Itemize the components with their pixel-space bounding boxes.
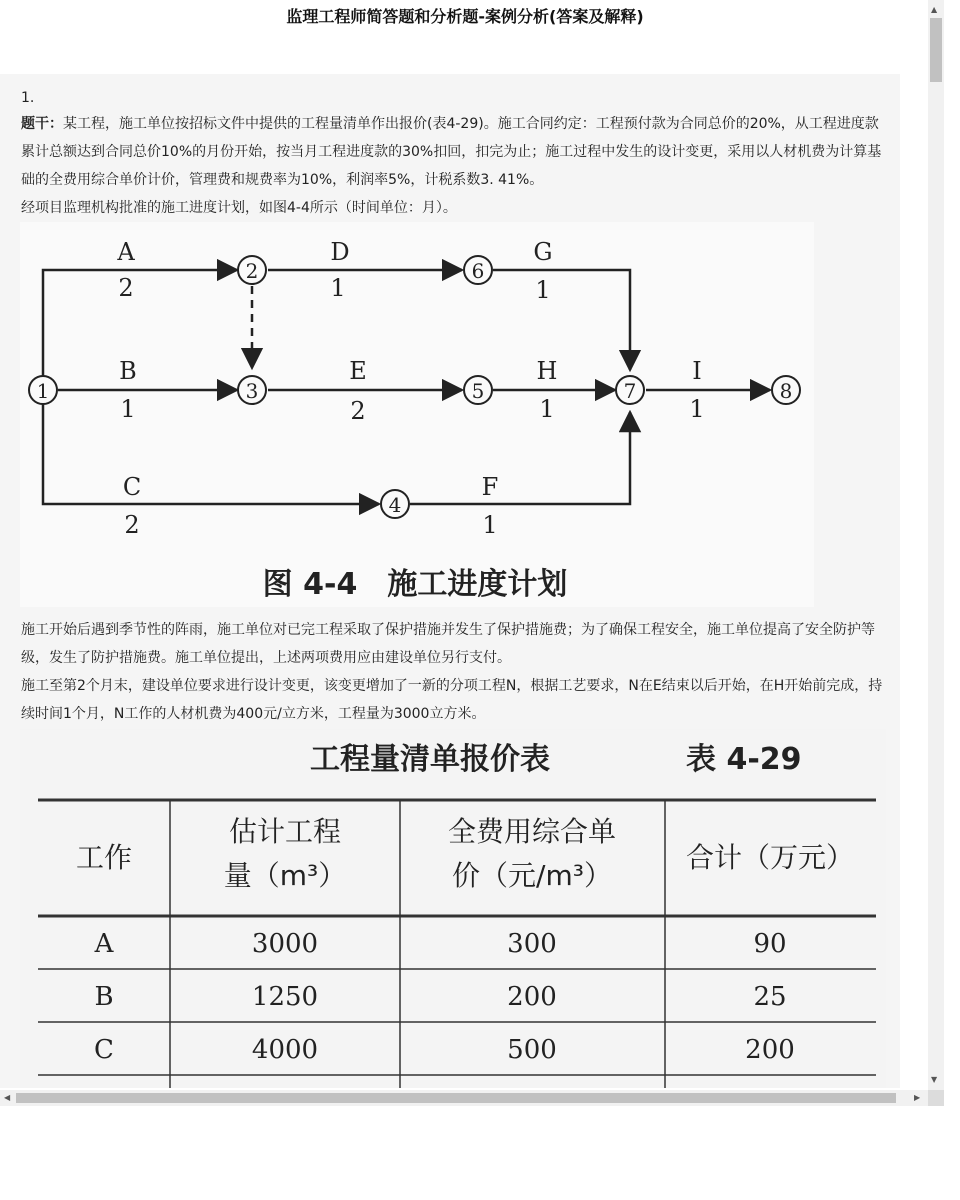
duration-F: 1	[482, 511, 498, 539]
label-H: H	[536, 357, 558, 385]
table-cell-r0-c2: 300	[507, 929, 557, 959]
question-content	[0, 74, 900, 1088]
label-C: C	[122, 473, 142, 501]
node-4	[381, 490, 409, 518]
table-title: 工程量清单报价表	[310, 742, 550, 777]
question-number: 1.	[21, 90, 35, 106]
figure-caption: 图 4-4 施工进度计划	[262, 567, 568, 602]
node-8	[772, 376, 800, 404]
node-5	[464, 376, 492, 404]
table-cell-r0-c0: A	[94, 929, 114, 959]
scrollbar-corner	[928, 1090, 944, 1106]
vertical-scroll-thumb[interactable]	[930, 18, 942, 82]
table-cell-r1-c2: 200	[507, 982, 557, 1012]
quote-table	[20, 729, 886, 1088]
table-number: 表 4-29	[686, 742, 802, 777]
node-1	[29, 376, 57, 404]
svg-text:3: 3	[245, 379, 259, 403]
table-cell-r1-c3: 25	[753, 982, 787, 1012]
network-svg	[20, 222, 814, 607]
duration-H: 1	[539, 395, 555, 423]
question-stem	[21, 110, 891, 222]
table-header-0-line-0: 工作	[75, 841, 133, 874]
svg-text:7: 7	[623, 379, 637, 403]
stem-text-2: 经项目监理机构批准的施工进度计划，如图4-4所示（时间单位：月）。	[21, 200, 457, 216]
table-cell-r0-c3: 90	[753, 929, 787, 959]
label-A: A	[117, 238, 135, 266]
label-D: D	[330, 238, 350, 266]
table-header-2-line-0: 全费用综合单	[447, 815, 617, 848]
label-F: F	[481, 473, 499, 501]
node-6	[464, 256, 492, 284]
paragraph-2: 施工开始后遇到季节性的阵雨，施工单位对已完工程采取了保护措施并发生了保护措施费；为了确保工程安全，施工单位提高了安全防护等级，发生了防护措施费。施工单位提出，上述两项费用应由建设单位另行支付。	[21, 622, 875, 666]
svg-text:1: 1	[36, 379, 50, 403]
svg-text:6: 6	[471, 259, 485, 283]
scroll-right-icon[interactable]: ▶	[914, 1093, 921, 1102]
scroll-up-icon[interactable]: ▲	[931, 5, 938, 14]
duration-C: 2	[124, 511, 140, 539]
node-2	[238, 256, 266, 284]
table-header-1-line-1: 量（m³）	[223, 859, 347, 892]
duration-D: 1	[330, 274, 346, 302]
label-G: G	[533, 238, 553, 266]
scroll-down-icon[interactable]: ▼	[931, 1075, 938, 1084]
duration-A: 2	[118, 274, 134, 302]
arrow-C	[43, 404, 379, 504]
svg-text:2: 2	[245, 259, 259, 283]
svg-text:4: 4	[388, 493, 402, 517]
duration-G: 1	[535, 276, 551, 304]
arrow-G	[493, 270, 630, 370]
network-diagram	[20, 222, 814, 607]
horizontal-scroll-thumb[interactable]	[16, 1093, 896, 1103]
quote-table-svg	[20, 729, 886, 1088]
paragraph-3: 施工至第2个月末，建设单位要求进行设计变更，该变更增加了一新的分项工程N，根据工艺要求，N在E结束以后开始，在H开始前完成，持续时间1个月，N工作的人材机费为400元/立方米，工程量为3000立方米。	[21, 678, 883, 722]
table-header-3-line-0: 合计（万元）	[685, 841, 855, 874]
page-title: 监理工程师简答题和分析题-案例分析(答案及解释)	[286, 7, 644, 26]
label-B: B	[119, 357, 137, 385]
scroll-left-icon[interactable]: ◀	[4, 1093, 11, 1102]
duration-I: 1	[689, 395, 705, 423]
svg-text:5: 5	[471, 379, 485, 403]
duration-B: 1	[120, 395, 136, 423]
stem-label: 题干：	[21, 116, 63, 132]
table-cell-r2-c2: 500	[507, 1035, 557, 1065]
label-E: E	[349, 357, 367, 385]
arrow-A	[43, 270, 237, 377]
table-cell-r2-c1: 4000	[251, 1035, 319, 1065]
arrow-F	[410, 412, 630, 504]
table-cell-r1-c0: B	[94, 982, 114, 1012]
table-cell-r2-c0: C	[94, 1035, 114, 1065]
duration-E: 2	[350, 397, 366, 425]
vertical-scrollbar[interactable]	[928, 0, 944, 1090]
table-header-1-line-0: 估计工程	[228, 815, 342, 848]
stem-text: 某工程，施工单位按招标文件中提供的工程量清单作出报价(表4-29)。施工合同约定：工程预付款为合同总价的20%，从工程进度款累计总额达到合同总价10%的月份开始，按当月工程进度款的30%扣回，扣完为止；施工过程中发生的设计变更，采用以人材机费为计算基础的全费用综合单价计价，管理费和规费率为10%，利润率5%，计税系数3. 41%。	[21, 116, 882, 188]
node-3	[238, 376, 266, 404]
table-cell-r2-c3: 200	[745, 1035, 795, 1065]
label-I: I	[692, 357, 702, 385]
table-cell-r1-c1: 1250	[251, 982, 319, 1012]
svg-text:8: 8	[779, 379, 793, 403]
table-header-2-line-1: 价（元/m³）	[452, 859, 612, 892]
node-7	[616, 376, 644, 404]
table-cell-r0-c1: 3000	[251, 929, 319, 959]
